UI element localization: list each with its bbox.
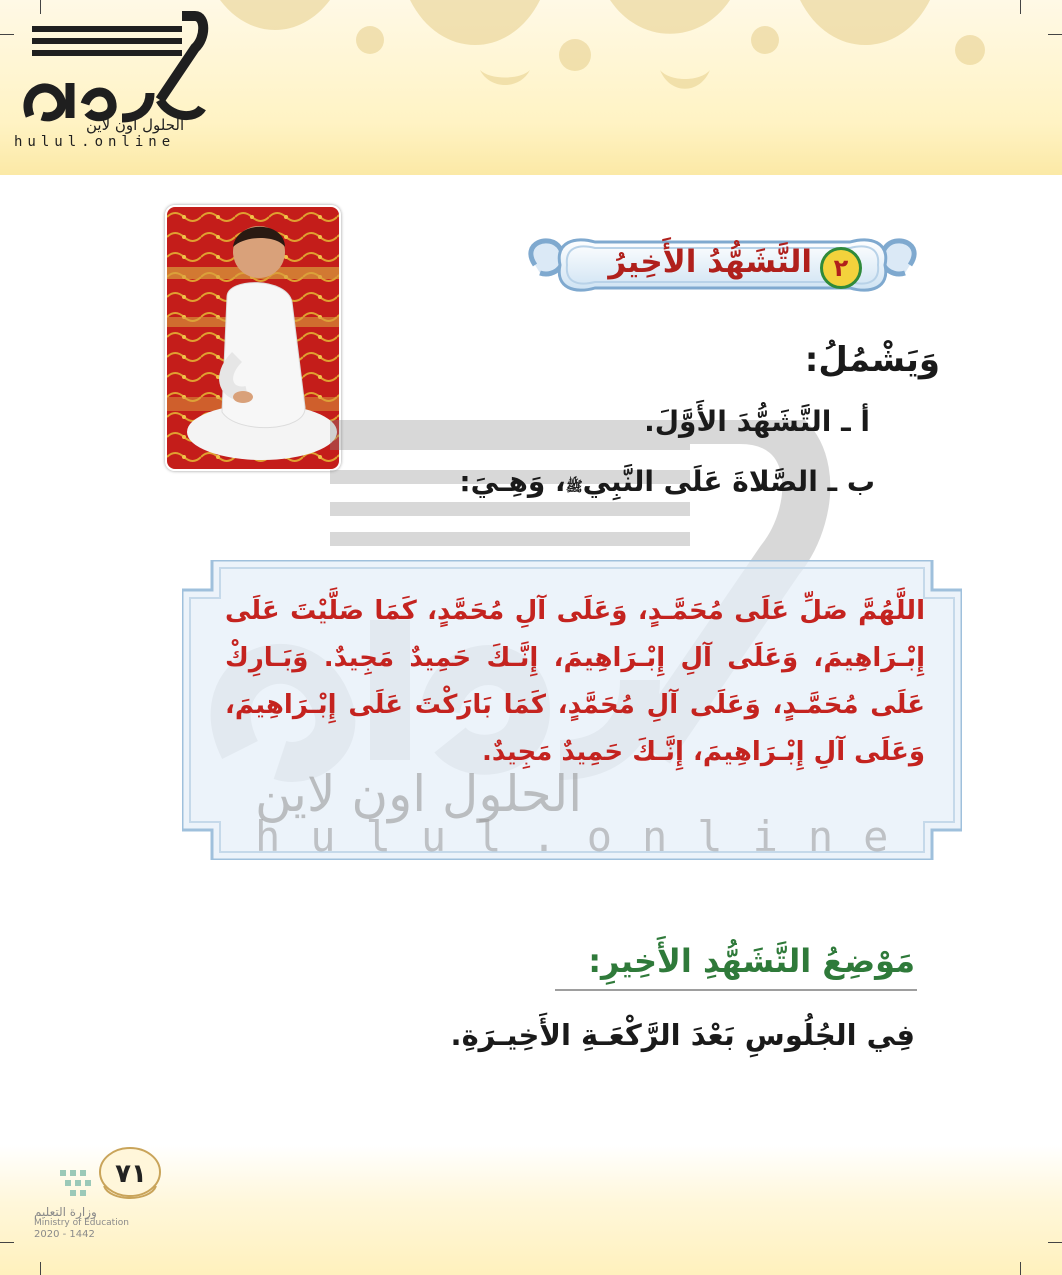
boy-praying-image <box>167 207 339 469</box>
edition-year: 2020 - 1442 <box>34 1229 95 1240</box>
heading-divider <box>555 989 917 991</box>
page-number: ٧١ <box>115 1159 147 1189</box>
photo-boy-sitting-tashahhud <box>165 205 341 471</box>
item-first-tashahhud: أ ـ التَّشَهُّدَ الأَوَّلَ. <box>644 405 870 438</box>
crop-mark <box>1020 1262 1021 1275</box>
ministry-name-arabic: وزارة التعليم <box>34 1205 97 1219</box>
item-salawat <box>380 465 875 498</box>
ministry-name-english: Ministry of Education <box>34 1218 129 1228</box>
lesson-title: التَّشَهُّدُ الأَخِيرُ <box>608 244 812 280</box>
logo-arabic-text: الحلول اون لاين <box>86 116 185 134</box>
crop-mark <box>0 1242 14 1243</box>
crop-mark <box>1048 34 1062 35</box>
watermark-arabic: الحلول اون لاين <box>255 765 583 823</box>
section-heading-place: مَوْضِعُ التَّشَهُّدِ الأَخِيرِ: <box>588 942 915 980</box>
section-body-place: فِي الجُلُوسِ بَعْدَ الرَّكْعَـةِ الأَخِيـرَةِ. <box>450 1018 915 1052</box>
crop-mark <box>40 1262 41 1275</box>
ibrahimi-prayer-text: اللَّهُمَّ صَلِّ عَلَى مُحَمَّـدٍ، وَعَلَى آلِ مُحَمَّدٍ، كَمَا صَلَّيْتَ عَلَى إِبْـرَاهِيمَ، وَعَلَى آلِ إِبْـرَاهِيمَ، إِنَّـكَ حَمِيدٌ مَجِيدٌ. وَبَـارِكْ عَلَى مُحَمَّـدٍ، وَعَلَى آلِ مُحَمَّدٍ، كَمَا بَارَكْتَ عَلَى إِبْـرَاهِيمَ، وَعَلَى آلِ إِبْـرَاهِيمَ، إِنَّـكَ حَمِيدٌ مَجِيدٌ. <box>225 596 925 767</box>
arabesque-ornament-icon <box>180 0 1030 110</box>
includes-label: وَيَشْمُلُ: <box>804 340 940 380</box>
salawat-honorific: ﷺ <box>565 479 583 495</box>
crop-mark <box>1048 1242 1062 1243</box>
logo-english-text: hulul.online <box>14 134 176 150</box>
crop-mark <box>1020 0 1021 14</box>
lesson-number-badge: ٢ <box>820 247 862 289</box>
watermark-english: hulul.online <box>255 812 919 861</box>
item-salawat-tail: ، وَهِـيَ: <box>459 465 566 498</box>
item-salawat-text: ب ـ الصَّلاةَ عَلَى النَّبِي <box>582 465 875 498</box>
